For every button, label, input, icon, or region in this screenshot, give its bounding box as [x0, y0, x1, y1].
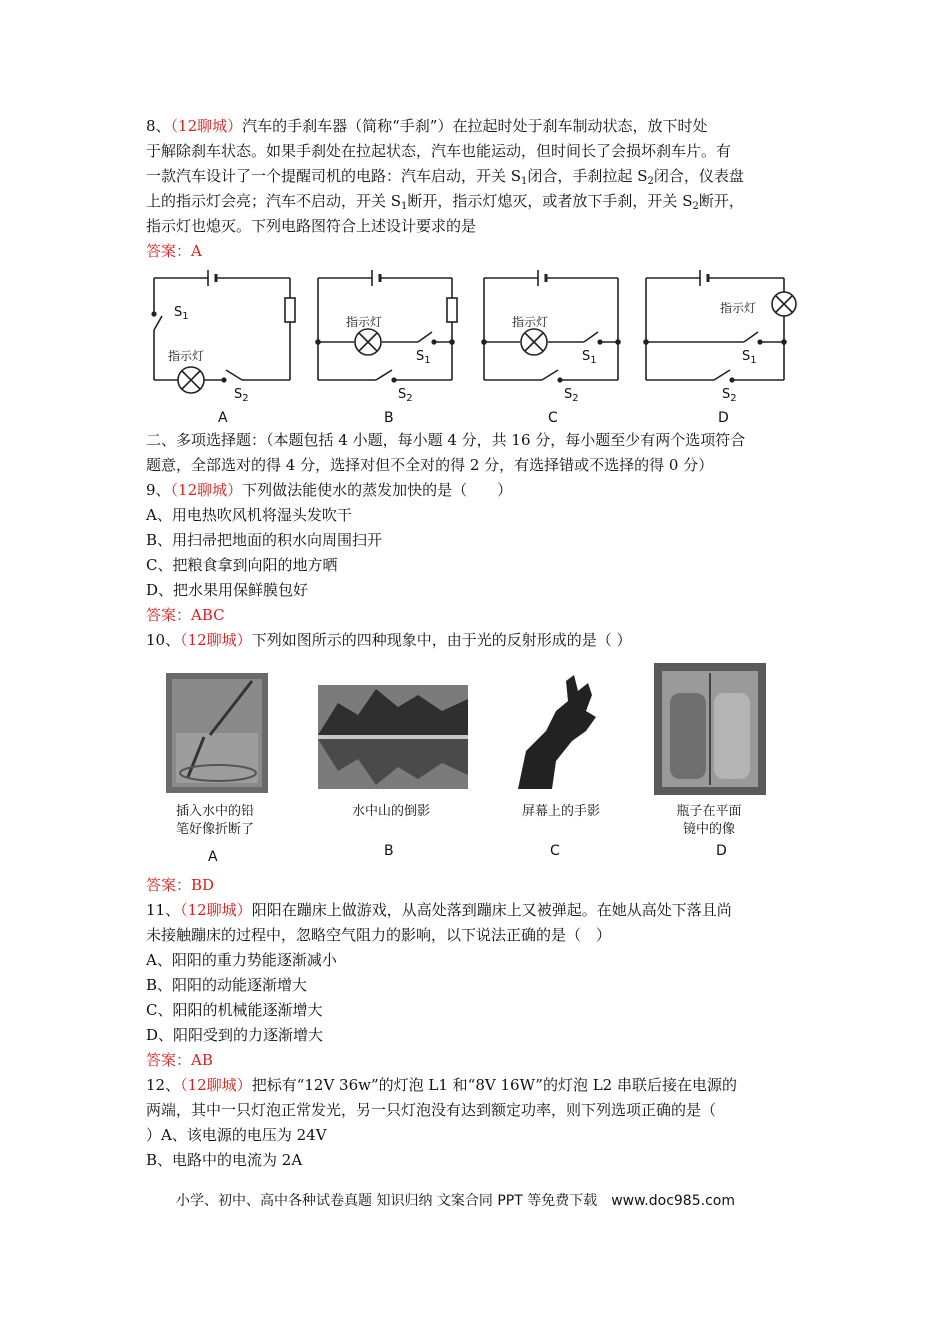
q9-option-d: D、把水果用保鲜膜包好	[146, 581, 309, 599]
q11-line2: 未接触蹦床的过程中，忽略空气阻力的影响，以下说法正确的是（ ）	[146, 926, 612, 944]
circuit-b-letter: B	[384, 410, 394, 426]
photo-letter-d: D	[716, 843, 727, 859]
circuit-diagrams	[146, 270, 816, 428]
q10-answer: 答案：BD	[146, 876, 215, 894]
circuit-d	[644, 270, 796, 382]
q9-stem: 9、（12聊城）下列做法能使水的蒸发加快的是（ ）	[146, 481, 513, 499]
circuit-a-letter: A	[218, 410, 228, 426]
circuit-d-s2-label: $S_2$	[722, 387, 737, 404]
q8-line5: 指示灯也熄灭。下列电路图符合上述设计要求的是	[146, 217, 477, 235]
photo-bottle-mirror	[654, 663, 766, 795]
q10-stem: 10、（12聊城）下列如图所示的四种现象中，由于光的反射形成的是（ ）	[146, 631, 632, 649]
q11-option-d: D、阳阳受到的力逐渐增大	[146, 1026, 324, 1044]
q9-option-c: C、把粮食拿到向阳的地方晒	[146, 556, 338, 574]
circuit-d-letter: D	[718, 410, 729, 426]
photo-pencil-in-water	[166, 673, 268, 793]
photo-letter-b: B	[384, 843, 394, 859]
q9-option-b: B、用扫帚把地面的积水向周围扫开	[146, 531, 383, 549]
q12-line2: 两端，其中一只灯泡正常发光，另一只灯泡没有达到额定功率，则下列选项正确的是（	[146, 1101, 717, 1119]
circuit-a-s1-label: $S_1$	[174, 305, 189, 322]
circuit-c-letter: C	[548, 410, 558, 426]
section2-line1: 二、多项选择题：（本题包括 4 小题，每小题 4 分，共 16 分，每小题至少有两个选项符合	[146, 431, 746, 449]
q12-line1: 12、（12聊城）把标有“12V 36w”的灯泡 L1 和“8V 16W”的灯泡 L2 串联后接在电源的	[146, 1076, 737, 1094]
circuit-b-s1-label: $S_1$	[416, 349, 431, 366]
q8-line4: 上的指示灯会亮；汽车不启动，开关 $S_1$断开，指示灯熄灭，或者放下手刹，开关 $S_2$断开，	[146, 192, 744, 212]
circuit-a-lamp-label: 指示灯	[168, 349, 205, 363]
q11-line1: 11、（12聊城）阳阳在蹦床上做游戏，从高处落到蹦床上又被弹起。在她从高处下落且尚	[146, 901, 732, 919]
q10-source-tag: （12聊城）	[180, 631, 252, 649]
q8-source-tag: （12聊城）	[170, 117, 243, 135]
q8-line2: 于解除刹车状态。如果手刹处在拉起状态，汽车也能运动，但时间长了会损坏刹车片。有	[146, 142, 732, 160]
q9-option-a: A、用电热吹风机将湿头发吹干	[146, 506, 352, 524]
page-footer: 小学、初中、高中各种试卷真题 知识归纳 文案合同 PPT 等免费下载 www.doc985.com	[176, 1193, 735, 1209]
photo-letter-c: C	[550, 843, 560, 859]
q11-option-b: B、阳阳的动能逐渐增大	[146, 976, 308, 994]
photo-hand-shadow	[516, 671, 616, 789]
circuit-a-s2-label: $S_2$	[234, 387, 249, 404]
q12-source-tag: （12聊城）	[180, 1076, 252, 1094]
q11-option-a: A、阳阳的重力势能逐渐减小	[146, 951, 337, 969]
q12-line4: B、电路中的电流为 2A	[146, 1151, 303, 1169]
q11-option-c: C、阳阳的机械能逐渐增大	[146, 1001, 323, 1019]
photo-letter-a: A	[208, 849, 218, 865]
circuit-c-s2-label: $S_2$	[564, 387, 579, 404]
q9-answer: 答案：ABC	[146, 606, 225, 624]
caption-d: 瓶子在平面 镜中的像	[676, 804, 742, 837]
document-body	[146, 114, 816, 1173]
q8-answer: 答案：A	[146, 242, 202, 260]
circuit-a	[152, 270, 295, 393]
caption-b: 水中山的倒影	[351, 804, 430, 819]
section2-line2: 题意，全部选对的得 4 分，选择对但不全对的得 2 分，有选择错或不选择的得 0 分）	[146, 456, 714, 474]
q8-line3: 一款汽车设计了一个提醒司机的电路：汽车启动，开关 $S_1$闭合，手刹拉起 $S_2$闭合，仪表盘	[146, 167, 744, 187]
circuit-d-s1-label: $S_1$	[742, 349, 757, 366]
circuit-c	[482, 270, 620, 382]
circuit-b-s2-label: $S_2$	[398, 387, 413, 404]
optics-photos	[146, 663, 816, 873]
q11-source-tag: （12聊城）	[180, 901, 252, 919]
q8-line1: 8、（12聊城）汽车的手刹车器（简称“手刹”）在拉起时处于刹车制动状态，放下时处	[146, 117, 708, 135]
circuit-b-lamp-label: 指示灯	[346, 315, 383, 329]
q12-line3: ）A、该电源的电压为 24V	[146, 1126, 327, 1144]
circuit-c-lamp-label: 指示灯	[512, 315, 549, 329]
circuit-b	[316, 270, 457, 382]
caption-a: 插入水中的铅 笔好像折断了	[175, 804, 254, 837]
photo-mountain-reflection	[318, 685, 468, 789]
q11-answer: 答案：AB	[146, 1051, 213, 1069]
circuit-d-lamp-label: 指示灯	[720, 301, 757, 315]
q9-source-tag: （12聊城）	[170, 481, 243, 499]
circuit-c-s1-label: $S_1$	[582, 349, 597, 366]
caption-c: 屏幕上的手影	[521, 804, 600, 819]
